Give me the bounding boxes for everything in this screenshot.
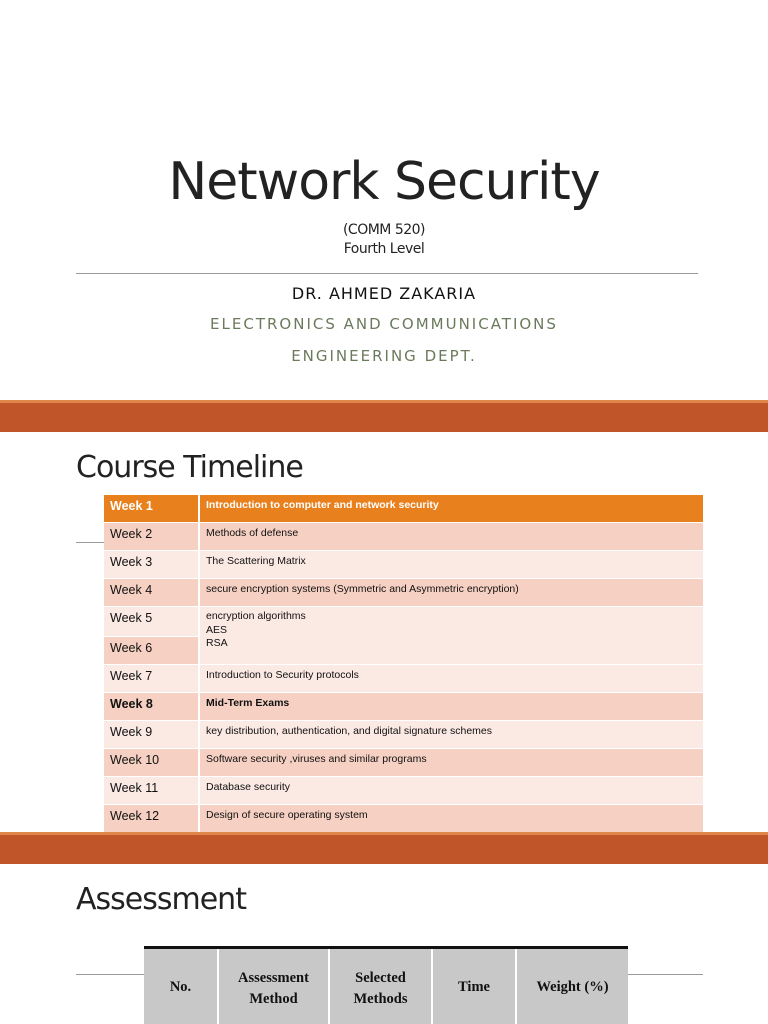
- week-cell: Week 8: [104, 693, 199, 721]
- table-row: [104, 551, 703, 579]
- topic-cell: Introduction to computer and network security: [199, 495, 703, 523]
- week-cell: Week 7: [104, 665, 199, 693]
- week-cell: Week 3: [104, 551, 199, 579]
- table-row: [104, 805, 703, 833]
- table-row: [104, 665, 703, 693]
- topic-line: AES: [206, 623, 228, 636]
- slide-separator: [0, 400, 768, 432]
- topic-cell: key distribution, authentication, and digital signature schemes: [199, 721, 703, 749]
- topic-cell: Methods of defense: [199, 523, 703, 551]
- course-code: (COMM 520): [342, 222, 426, 238]
- topic-cell: secure encryption systems (Symmetric and Asymmetric encryption): [199, 579, 703, 607]
- slide-separator: [0, 832, 768, 864]
- topic-cell: Database security: [199, 777, 703, 805]
- table-row: [104, 607, 703, 637]
- table-row: [104, 523, 703, 551]
- topic-cell: The Scattering Matrix: [199, 551, 703, 579]
- topic-cell: Mid-Term Exams: [199, 693, 703, 721]
- table-row: [104, 693, 703, 721]
- week-cell: Week 4: [104, 579, 199, 607]
- week-cell: Week 1: [104, 495, 199, 523]
- col-no: No.: [144, 948, 218, 1024]
- department-line-1: ELECTRONICS AND COMMUNICATIONS: [210, 315, 558, 333]
- table-row: [104, 579, 703, 607]
- topic-cell: Design of secure operating system: [199, 805, 703, 833]
- heading-divider-right: [628, 974, 703, 975]
- col-weight: Weight (%): [516, 948, 628, 1024]
- table-row: [104, 749, 703, 777]
- topic-line: RSA: [206, 637, 228, 649]
- assessment-table: [144, 946, 628, 1024]
- week-cell: Week 2: [104, 523, 199, 551]
- heading-divider: [76, 542, 106, 543]
- col-label-line: Method: [249, 991, 298, 1007]
- topic-cell-merged: [199, 607, 703, 665]
- title-slide: [0, 0, 768, 400]
- presentation-title: Network Security: [168, 152, 600, 212]
- title-divider: [76, 273, 698, 274]
- table-row: [104, 721, 703, 749]
- table-header-row: [144, 948, 628, 1024]
- col-selected-methods: [329, 948, 432, 1024]
- col-label-line: Selected: [355, 970, 406, 986]
- topic-cell: Introduction to Security protocols: [199, 665, 703, 693]
- table-row: [104, 495, 703, 523]
- timeline-heading: Course Timeline: [76, 450, 303, 485]
- author-name: DR. AHMED ZAKARIA: [291, 284, 477, 303]
- week-cell: Week 5: [104, 607, 199, 637]
- topic-cell: Software security ,viruses and similar programs: [199, 749, 703, 777]
- col-time: Time: [432, 948, 516, 1024]
- timeline-slide: [0, 432, 768, 832]
- assessment-heading: Assessment: [76, 882, 246, 917]
- week-cell: Week 6: [104, 637, 199, 665]
- week-cell: Week 11: [104, 777, 199, 805]
- week-cell: Week 10: [104, 749, 199, 777]
- course-level: Fourth Level: [343, 241, 425, 257]
- week-cell: Week 12: [104, 805, 199, 833]
- table-row: [104, 777, 703, 805]
- topic-line: encryption algorithms: [206, 610, 306, 622]
- department-line-2: ENGINEERING DEPT.: [291, 347, 477, 365]
- week-cell: Week 9: [104, 721, 199, 749]
- heading-divider-left: [76, 974, 144, 975]
- col-label-line: Methods: [353, 991, 408, 1007]
- assessment-slide: [0, 864, 768, 1024]
- timeline-table: [104, 495, 703, 832]
- col-assessment-method: [218, 948, 329, 1024]
- col-label-line: Assessment: [238, 970, 309, 986]
